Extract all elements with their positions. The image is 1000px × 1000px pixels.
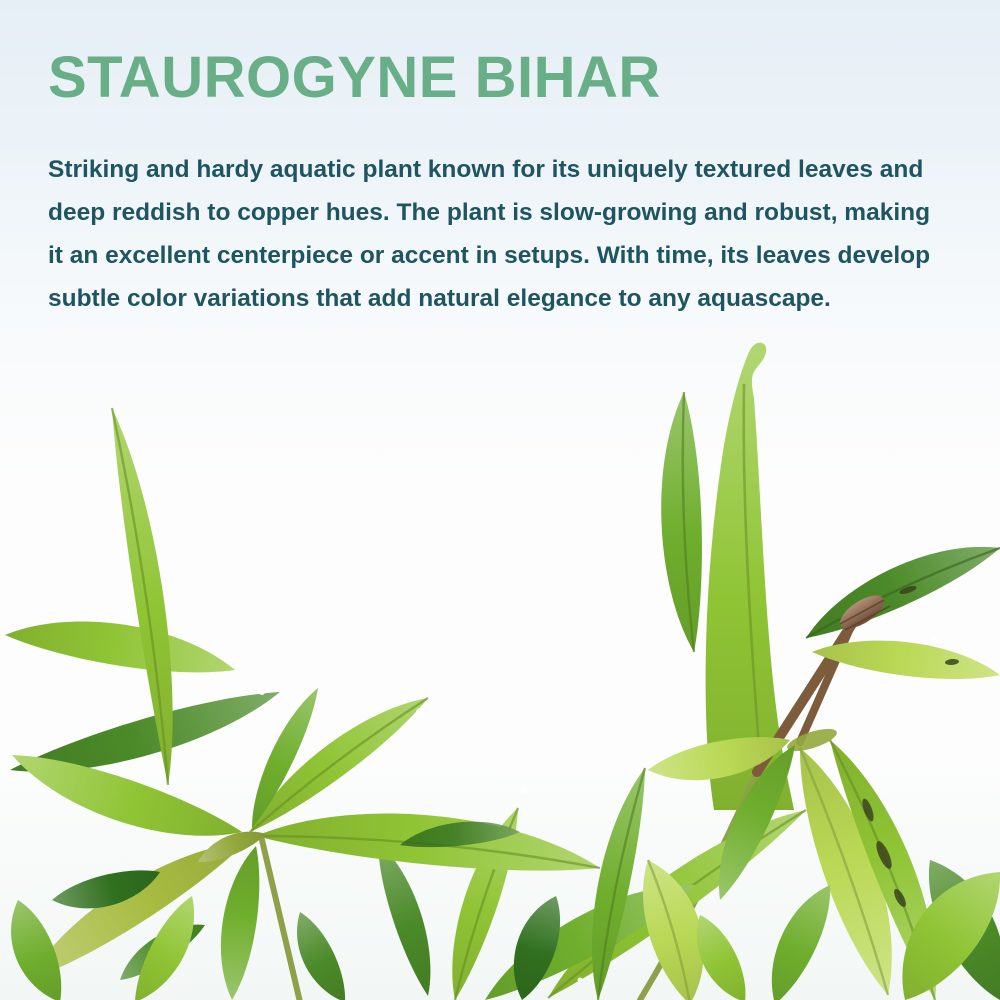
leaf-shape xyxy=(5,621,235,672)
leaf-shape xyxy=(378,842,430,996)
description-line: it an excellent centerpiece or accent in setups. With time, its leaves develop xyxy=(48,242,931,269)
leaf-shape xyxy=(697,915,746,1000)
plant-photo xyxy=(0,340,1000,1000)
leaf-hole-speck xyxy=(521,787,527,793)
description-line: Striking and hardy aquatic plant known for its uniquely textured leaves and xyxy=(48,156,924,183)
leaf-shape xyxy=(812,641,1000,679)
leaf-shape xyxy=(772,885,830,1000)
product-title: STAUROGYNE BIHAR xyxy=(48,45,661,110)
product-description xyxy=(48,148,968,320)
description-line: deep reddish to copper hues. The plant is slow-growing and robust, making xyxy=(48,199,931,226)
leaf-shape xyxy=(11,900,61,1000)
leaf-shape xyxy=(221,846,259,1000)
plant-stem-brown xyxy=(800,624,852,742)
leaf-hole-speck xyxy=(931,637,938,644)
leaf-shape xyxy=(12,755,242,836)
leaf-shape xyxy=(297,912,345,1000)
leaf-shape xyxy=(661,392,702,652)
plant-stem xyxy=(262,840,300,1000)
leaf-hole-speck xyxy=(145,755,151,761)
leaf-hole-speck xyxy=(416,708,424,716)
leaf-hole-speck xyxy=(259,689,265,695)
leaf-hole-speck xyxy=(578,978,583,983)
description-line: subtle color variations that add natural elegance to any aquascape. xyxy=(48,285,831,312)
leaf-shape xyxy=(514,896,560,1000)
leaf-shape xyxy=(592,768,645,1000)
